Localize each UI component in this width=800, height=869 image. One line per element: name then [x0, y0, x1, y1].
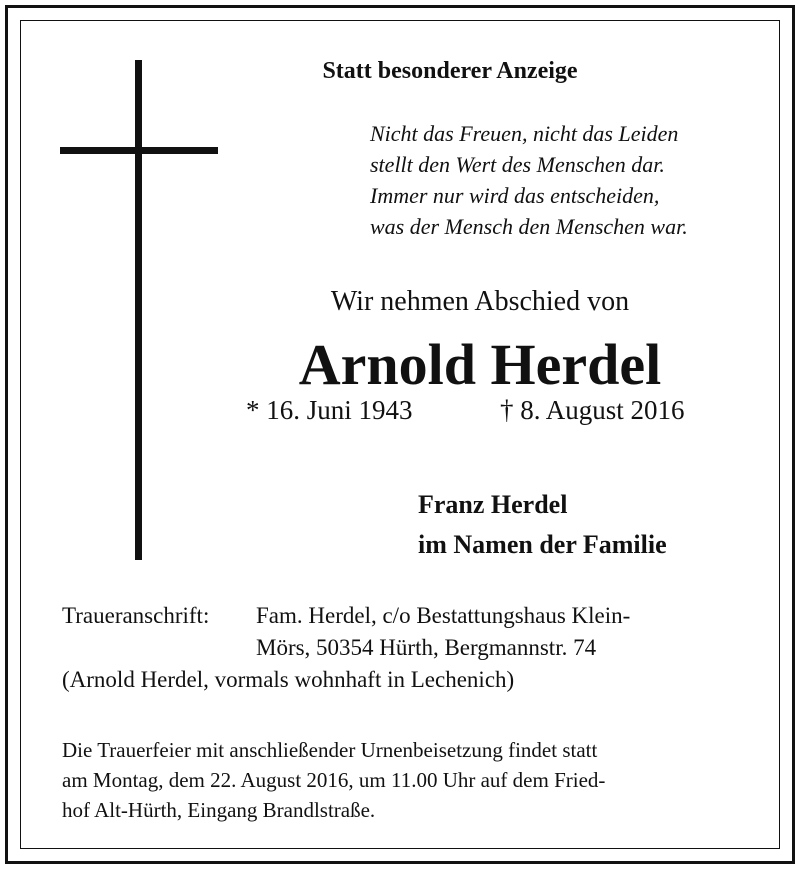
poem-line: Immer nur wird das entscheiden, [370, 183, 660, 208]
address-line: Fam. Herdel, c/o Bestattungshaus Klein- [256, 603, 631, 628]
service-line: hof Alt-Hürth, Eingang Brandlstraße. [62, 798, 376, 822]
service-line: Die Trauerfeier mit anschließender Urnenbeisetzung findet statt [62, 738, 598, 762]
service-line: am Montag, dem 22. August 2016, um 11.00 Uhr auf dem Fried- [62, 768, 606, 792]
address-line: Mörs, 50354 Hürth, Bergmannstr. 74 [256, 635, 597, 660]
farewell-intro: Wir nehmen Abschied von [330, 286, 630, 317]
cross-icon-horizontal-bar [60, 147, 218, 154]
poem [370, 118, 760, 242]
death-date: † 8. August 2016 [500, 395, 685, 425]
address-row [62, 664, 752, 696]
cross-icon-vertical-bar [135, 60, 142, 560]
signature-name: Franz Herdel [418, 490, 568, 519]
address-label: Traueranschrift: [62, 603, 210, 628]
address-row [62, 632, 752, 664]
birth-date: * 16. Juni 1943 [246, 395, 413, 425]
poem-line: stellt den Wert des Menschen dar. [370, 152, 665, 177]
signature-family: im Namen der Familie [418, 530, 667, 559]
poem-line: was der Mensch den Menschen war. [370, 214, 688, 239]
address-note: (Arnold Herdel, vormals wohnhaft in Lechenich) [62, 667, 515, 692]
mourning-address [62, 600, 752, 696]
funeral-service-info [62, 735, 762, 825]
deceased-name: Arnold Herdel [298, 332, 662, 397]
poem-line: Nicht das Freuen, nicht das Leiden [370, 121, 679, 146]
address-row [62, 600, 752, 632]
notice-header: Statt besonderer Anzeige [322, 58, 578, 84]
signature [418, 485, 667, 565]
